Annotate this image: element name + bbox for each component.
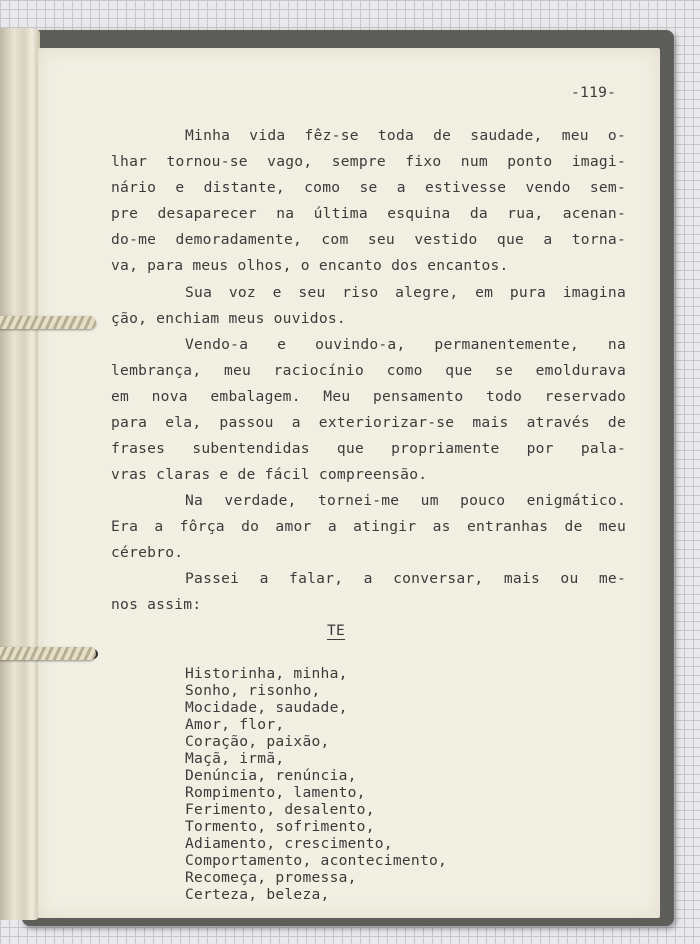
poem-line: Historinha, minha,: [185, 665, 348, 682]
poem-line: Sonho, risonho,: [185, 682, 321, 699]
poem-line: Rompimento, lamento,: [185, 784, 366, 801]
text-line: lhar tornou-se vago, sempre fixo num ponto imagi-: [111, 153, 626, 170]
text-line: do-me demoradamente, com seu vestido que a torna-: [111, 231, 626, 248]
text-line: vras claras e de fácil compreensão.: [111, 466, 428, 483]
text-line: nário e distante, como se a estivesse vendo sem-: [111, 179, 626, 196]
poem-line: Certeza, beleza,: [185, 886, 330, 903]
poem-line: Recomeça, promessa,: [185, 869, 357, 886]
text-line: Vendo-a e ouvindo-a, permanentemente, na: [185, 336, 626, 353]
text-line: Sua voz e seu riso alegre, em pura imagina: [185, 284, 626, 301]
text-line: Na verdade, tornei-me um pouco enigmático.: [185, 492, 626, 509]
poem-line: Comportamento, acontecimento,: [185, 852, 448, 869]
text-line: frases subentendidas que propriamente por pala-: [111, 440, 626, 457]
poem-title: TE: [327, 622, 346, 639]
previous-pages-edge: [0, 28, 40, 920]
poem-line: Adiamento, crescimento,: [185, 835, 393, 852]
text-line: em nova embalagem. Meu pensamento todo reservado: [111, 388, 626, 405]
poem-line: Ferimento, desalento,: [185, 801, 375, 818]
text-line: ção, enchiam meus ouvidos.: [111, 310, 346, 327]
text-line: va, para meus olhos, o encanto dos encantos.: [111, 257, 509, 274]
text-line: para ela, passou a exteriorizar-se mais através de: [111, 414, 626, 431]
text-line: lembrança, meu raciocínio como que se emoldurava: [111, 362, 626, 379]
poem-line: Denúncia, renúncia,: [185, 767, 357, 784]
text-line: pre desaparecer na última esquina da rua, acenan-: [111, 205, 626, 222]
text-line: nos assim:: [111, 596, 202, 613]
text-line: cérebro.: [111, 544, 184, 561]
poem-line: Coração, paixão,: [185, 733, 330, 750]
binding-string-top: [0, 316, 96, 329]
text-line: Minha vida fêz-se toda de saudade, meu o-: [185, 127, 626, 144]
text-line: Era a fôrça do amor a atingir as entranhas de meu: [111, 518, 626, 535]
poem-line: Amor, flor,: [185, 716, 285, 733]
poem-line: Tormento, sofrimento,: [185, 818, 375, 835]
text-line: Passei a falar, a conversar, mais ou me-: [185, 570, 626, 587]
poem-line: Maçã, irmã,: [185, 750, 285, 767]
page-number: -119-: [571, 84, 617, 101]
binding-string-bottom: [0, 647, 96, 660]
poem-line: Mocidade, saudade,: [185, 699, 348, 716]
